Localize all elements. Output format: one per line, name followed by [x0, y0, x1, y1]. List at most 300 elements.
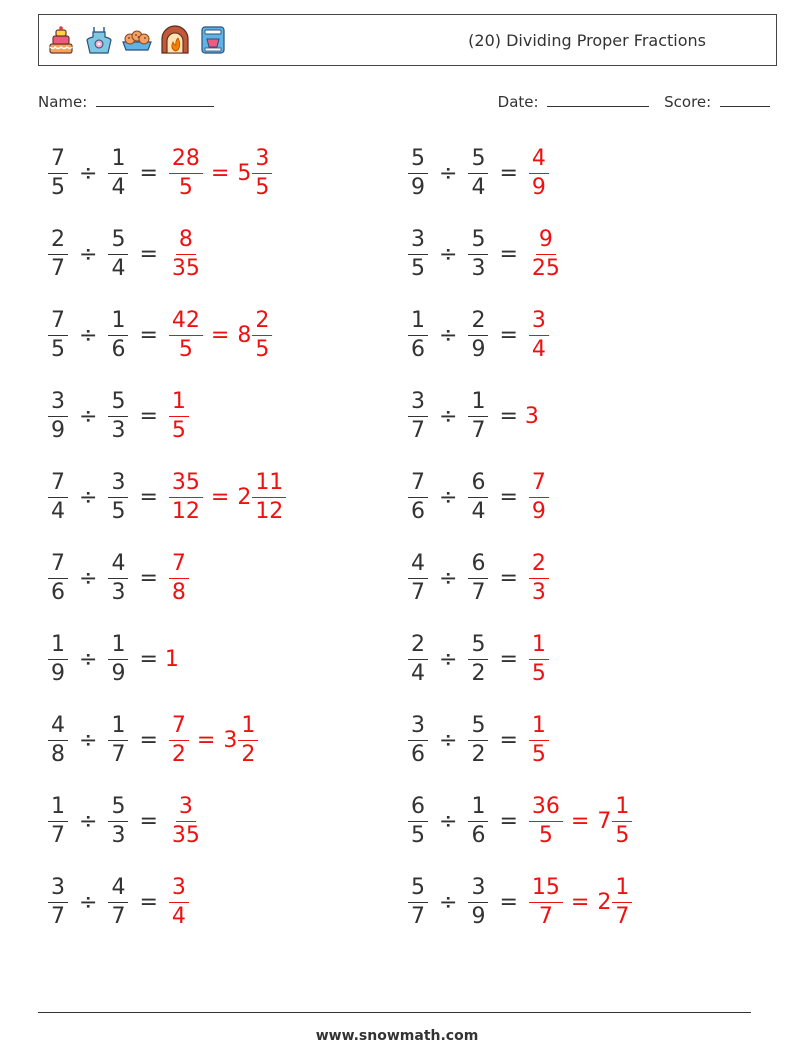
divisor-fraction [468, 227, 488, 282]
dividend-fraction [48, 632, 68, 687]
equals-sign: = [139, 889, 158, 915]
denominator: 5 [171, 417, 186, 443]
equals-sign: = [499, 565, 518, 591]
denominator: 9 [531, 498, 546, 524]
problem-item [44, 381, 193, 451]
answer [165, 551, 193, 606]
divisor-fraction [108, 551, 128, 606]
problem-item [404, 300, 553, 370]
equals-sign: = [139, 160, 158, 186]
denominator: 7 [111, 903, 126, 929]
divisor-fraction [468, 632, 488, 687]
date-blank[interactable] [547, 92, 649, 107]
denominator: 4 [51, 498, 65, 524]
divide-sign: ÷ [439, 484, 458, 510]
answer-fraction [529, 470, 549, 525]
denominator: 9 [471, 903, 486, 929]
denominator: 4 [531, 336, 546, 362]
mixed-whole: 2 [597, 889, 612, 915]
denominator: 7 [471, 579, 486, 605]
denominator: 3 [111, 579, 126, 605]
equals-sign: = [499, 808, 518, 834]
name-blank[interactable] [96, 92, 214, 107]
numerator: 1 [108, 713, 128, 741]
numerator: 3 [408, 227, 428, 255]
divide-sign: ÷ [79, 403, 98, 429]
denominator: 7 [471, 417, 486, 443]
answer [165, 713, 262, 768]
equals-sign: = [139, 808, 158, 834]
equals-sign: = [499, 646, 518, 672]
answer [525, 794, 636, 849]
worksheet-title: (20) Dividing Proper Fractions [468, 31, 706, 50]
denominator: 5 [111, 498, 126, 524]
answer [165, 794, 207, 849]
mixed-whole: 7 [597, 808, 612, 834]
answer-equals-sign: = [196, 727, 216, 753]
numerator: 4 [108, 551, 128, 579]
numerator: 4 [408, 551, 428, 579]
problem-item [404, 138, 553, 208]
numerator: 3 [176, 794, 196, 822]
dividend-fraction [408, 146, 428, 201]
equals-sign: = [139, 565, 158, 591]
numerator: 2 [468, 308, 488, 336]
numerator: 5 [408, 146, 428, 174]
denominator: 2 [471, 660, 486, 686]
numerator: 9 [536, 227, 556, 255]
numerator: 3 [169, 875, 189, 903]
footer-divider [38, 1012, 751, 1013]
answer-equals-sign: = [210, 160, 230, 186]
denominator: 7 [411, 579, 425, 605]
equals-sign: = [139, 403, 158, 429]
dividend-fraction [48, 794, 68, 849]
divide-sign: ÷ [439, 727, 458, 753]
denominator: 4 [471, 174, 486, 200]
numerator: 3 [48, 875, 68, 903]
divide-sign: ÷ [439, 646, 458, 672]
problem-item [44, 543, 193, 613]
dividend-fraction [48, 308, 68, 363]
answer [165, 647, 179, 672]
denominator: 5 [51, 336, 65, 362]
mixed-fraction [252, 308, 272, 363]
denominator: 5 [411, 822, 425, 848]
answer-fraction [529, 794, 563, 849]
score-blank[interactable] [720, 92, 770, 107]
answer-fraction [169, 146, 203, 201]
answer-fraction [169, 470, 203, 525]
numerator: 28 [169, 146, 203, 174]
problem-item [44, 867, 193, 937]
numerator: 1 [108, 308, 128, 336]
numerator: 35 [169, 470, 203, 498]
divisor-fraction [108, 308, 128, 363]
denominator: 3 [111, 822, 126, 848]
denominator: 9 [411, 174, 425, 200]
divisor-fraction [108, 227, 128, 282]
answer-equals-sign: = [570, 889, 590, 915]
answer [525, 713, 553, 768]
denominator: 5 [531, 660, 546, 686]
answer-fraction [529, 632, 549, 687]
numerator: 4 [48, 713, 68, 741]
numerator: 1 [612, 794, 632, 822]
date-score-fields [498, 92, 770, 111]
denominator: 4 [411, 660, 425, 686]
header-icons [45, 24, 229, 56]
numerator: 2 [252, 308, 272, 336]
denominator: 5 [255, 336, 270, 362]
problem-item [44, 138, 276, 208]
equals-sign: = [499, 484, 518, 510]
numerator: 1 [169, 389, 189, 417]
denominator: 7 [51, 822, 65, 848]
numerator: 4 [108, 875, 128, 903]
divisor-fraction [108, 389, 128, 444]
numerator: 15 [529, 875, 563, 903]
divide-sign: ÷ [79, 565, 98, 591]
divisor-fraction [468, 713, 488, 768]
numerator: 3 [108, 470, 128, 498]
equals-sign: = [499, 160, 518, 186]
answer-equals-sign: = [210, 484, 230, 510]
equals-sign: = [499, 241, 518, 267]
numerator: 8 [176, 227, 196, 255]
mixed-whole: 2 [237, 484, 252, 510]
denominator: 4 [111, 255, 126, 281]
denominator: 4 [111, 174, 126, 200]
divisor-fraction [468, 875, 488, 930]
problem-item [44, 786, 207, 856]
equals-sign: = [139, 241, 158, 267]
dividend-fraction [48, 713, 68, 768]
cookies-icon [121, 24, 153, 56]
numerator: 1 [612, 875, 632, 903]
problem-item [404, 381, 539, 451]
numerator: 7 [48, 308, 68, 336]
denominator: 7 [51, 903, 65, 929]
answer-equals-sign: = [210, 322, 230, 348]
denominator: 9 [51, 660, 65, 686]
denominator: 5 [255, 174, 270, 200]
numerator: 1 [108, 632, 128, 660]
equals-sign: = [139, 484, 158, 510]
answer [525, 404, 539, 429]
numerator: 1 [468, 794, 488, 822]
answer-fraction [169, 794, 203, 849]
answer-fraction [169, 551, 189, 606]
answer-fraction [169, 713, 189, 768]
divisor-fraction [468, 551, 488, 606]
divisor-fraction [108, 875, 128, 930]
divisor-fraction [108, 713, 128, 768]
mixed-whole: 3 [223, 727, 238, 753]
divisor-fraction [108, 470, 128, 525]
name-field [38, 92, 214, 111]
denominator: 2 [171, 741, 186, 767]
answer [165, 146, 276, 201]
denominator: 6 [411, 498, 425, 524]
problem-item [44, 705, 262, 775]
numerator: 7 [48, 146, 68, 174]
denominator: 6 [471, 822, 486, 848]
footer-url: www.snowmath.com [315, 1028, 479, 1044]
denominator: 2 [241, 741, 256, 767]
denominator: 9 [51, 417, 65, 443]
numerator: 6 [468, 470, 488, 498]
apron-icon [83, 24, 115, 56]
mixed-fraction [252, 470, 286, 525]
numerator: 1 [48, 632, 68, 660]
answer-fraction [529, 146, 549, 201]
numerator: 1 [238, 713, 258, 741]
mixed-fraction [238, 713, 258, 768]
numerator: 5 [108, 227, 128, 255]
denominator: 5 [615, 822, 630, 848]
answer [525, 227, 567, 282]
numerator: 1 [529, 632, 549, 660]
denominator: 6 [51, 579, 65, 605]
dividend-fraction [48, 875, 68, 930]
divide-sign: ÷ [439, 160, 458, 186]
divide-sign: ÷ [79, 322, 98, 348]
denominator: 9 [111, 660, 126, 686]
answer-fraction [529, 227, 563, 282]
numerator: 5 [468, 632, 488, 660]
divide-sign: ÷ [79, 160, 98, 186]
numerator: 11 [252, 470, 286, 498]
numerator: 42 [169, 308, 203, 336]
divide-sign: ÷ [439, 322, 458, 348]
numerator: 7 [48, 551, 68, 579]
score-label: Score: [664, 93, 712, 111]
divide-sign: ÷ [79, 808, 98, 834]
denominator: 5 [178, 174, 193, 200]
equals-sign: = [139, 727, 158, 753]
denominator: 12 [171, 498, 200, 524]
numerator: 7 [169, 551, 189, 579]
numerator: 5 [468, 227, 488, 255]
answer-fraction [529, 875, 563, 930]
numerator: 2 [408, 632, 428, 660]
numerator: 2 [48, 227, 68, 255]
date-label: Date: [497, 93, 539, 111]
numerator: 6 [468, 551, 488, 579]
numerator: 3 [468, 875, 488, 903]
denominator: 7 [411, 417, 425, 443]
divisor-fraction [108, 146, 128, 201]
numerator: 5 [408, 875, 428, 903]
denominator: 4 [171, 903, 186, 929]
answer-fraction [169, 389, 189, 444]
numerator: 4 [529, 146, 549, 174]
name-label: Name: [38, 93, 88, 111]
numerator: 1 [529, 713, 549, 741]
numerator: 7 [169, 713, 189, 741]
mixed-fraction [612, 794, 632, 849]
divisor-fraction [468, 794, 488, 849]
problem-item [404, 624, 553, 694]
denominator: 6 [411, 336, 425, 362]
numerator: 7 [408, 470, 428, 498]
mixed-whole: 8 [237, 322, 252, 348]
numerator: 3 [48, 389, 68, 417]
denominator: 7 [538, 903, 553, 929]
divide-sign: ÷ [439, 241, 458, 267]
equals-sign: = [139, 322, 158, 348]
numerator: 6 [408, 794, 428, 822]
problem-item [404, 786, 636, 856]
denominator: 3 [111, 417, 126, 443]
mixed-fraction [252, 146, 272, 201]
dividend-fraction [408, 308, 428, 363]
divide-sign: ÷ [439, 889, 458, 915]
divisor-fraction [108, 794, 128, 849]
dividend-fraction [48, 389, 68, 444]
denominator: 8 [171, 579, 186, 605]
numerator: 5 [468, 713, 488, 741]
problem-item [44, 624, 179, 694]
answer [525, 632, 553, 687]
divisor-fraction [468, 470, 488, 525]
denominator: 3 [531, 579, 546, 605]
problem-item [404, 219, 567, 289]
dividend-fraction [48, 227, 68, 282]
answer [165, 227, 207, 282]
denominator: 35 [171, 822, 200, 848]
divisor-fraction [108, 632, 128, 687]
dividend-fraction [48, 470, 68, 525]
divide-sign: ÷ [439, 403, 458, 429]
divide-sign: ÷ [439, 565, 458, 591]
numerator: 1 [408, 308, 428, 336]
denominator: 5 [538, 822, 553, 848]
denominator: 2 [471, 741, 486, 767]
answer-fraction [529, 713, 549, 768]
denominator: 9 [471, 336, 486, 362]
equals-sign: = [499, 322, 518, 348]
numerator: 1 [108, 146, 128, 174]
answer-fraction [169, 227, 203, 282]
worksheet-header [38, 14, 777, 66]
dividend-fraction [408, 551, 428, 606]
dividend-fraction [408, 875, 428, 930]
problem-item [404, 462, 553, 532]
numerator: 3 [529, 308, 549, 336]
dividend-fraction [408, 794, 428, 849]
dividend-fraction [48, 551, 68, 606]
denominator: 7 [615, 903, 630, 929]
numerator: 7 [48, 470, 68, 498]
divide-sign: ÷ [79, 727, 98, 753]
problem-item [44, 219, 207, 289]
answer-fraction [169, 308, 203, 363]
divide-sign: ÷ [439, 808, 458, 834]
dividend-fraction [408, 227, 428, 282]
denominator: 6 [411, 741, 425, 767]
answer-whole: 3 [524, 403, 539, 429]
divisor-fraction [468, 308, 488, 363]
denominator: 12 [255, 498, 284, 524]
numerator: 3 [408, 713, 428, 741]
denominator: 25 [531, 255, 560, 281]
numerator: 1 [468, 389, 488, 417]
equals-sign: = [499, 727, 518, 753]
cake-icon [45, 24, 77, 56]
denominator: 35 [171, 255, 200, 281]
problem-item [404, 705, 553, 775]
oven-icon [159, 24, 191, 56]
dividend-fraction [408, 632, 428, 687]
denominator: 5 [531, 741, 546, 767]
denominator: 8 [51, 741, 65, 767]
divide-sign: ÷ [79, 241, 98, 267]
equals-sign: = [139, 646, 158, 672]
answer-equals-sign: = [570, 808, 590, 834]
denominator: 6 [111, 336, 126, 362]
mixed-fraction [612, 875, 632, 930]
denominator: 7 [411, 903, 425, 929]
problem-item [44, 300, 276, 370]
numerator: 7 [529, 470, 549, 498]
numerator: 5 [468, 146, 488, 174]
mixed-whole: 5 [237, 160, 252, 186]
denominator: 3 [471, 255, 486, 281]
denominator: 9 [531, 174, 546, 200]
answer [525, 551, 553, 606]
answer-fraction [529, 308, 549, 363]
divisor-fraction [468, 389, 488, 444]
denominator: 5 [51, 174, 65, 200]
answer-whole: 1 [164, 646, 179, 672]
problem-item [404, 867, 636, 937]
answer [165, 470, 290, 525]
numerator: 3 [408, 389, 428, 417]
divide-sign: ÷ [79, 484, 98, 510]
divide-sign: ÷ [79, 646, 98, 672]
denominator: 5 [411, 255, 425, 281]
answer-fraction [529, 551, 549, 606]
denominator: 5 [178, 336, 193, 362]
denominator: 7 [51, 255, 65, 281]
answer [165, 308, 276, 363]
divisor-fraction [468, 146, 488, 201]
answer [165, 389, 193, 444]
answer [525, 308, 553, 363]
answer [525, 146, 553, 201]
problem-item [404, 543, 553, 613]
answer [525, 875, 636, 930]
numerator: 5 [108, 389, 128, 417]
problem-item [44, 462, 290, 532]
equals-sign: = [499, 403, 518, 429]
dividend-fraction [48, 146, 68, 201]
denominator: 4 [471, 498, 486, 524]
numerator: 2 [529, 551, 549, 579]
answer [525, 470, 553, 525]
numerator: 3 [252, 146, 272, 174]
equals-sign: = [499, 889, 518, 915]
dividend-fraction [408, 470, 428, 525]
answer [165, 875, 193, 930]
divide-sign: ÷ [79, 889, 98, 915]
answer-fraction [169, 875, 189, 930]
dividend-fraction [408, 713, 428, 768]
denominator: 7 [111, 741, 126, 767]
numerator: 5 [108, 794, 128, 822]
